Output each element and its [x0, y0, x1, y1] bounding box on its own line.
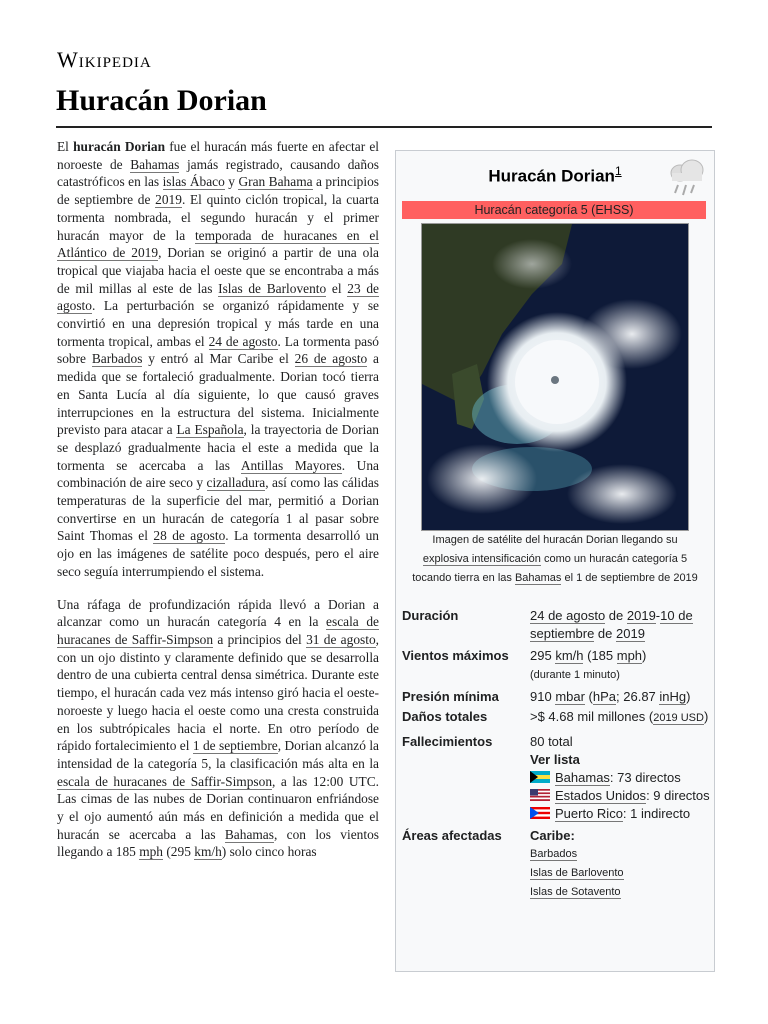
link-caption-bahamas[interactable]: Bahamas: [514, 572, 562, 584]
storm-cloud-icon: [666, 157, 708, 199]
link-kmh[interactable]: km/h: [194, 844, 222, 860]
deaths-puerto-rico: Puerto Rico: 1 indirecto: [530, 805, 712, 823]
puerto-rico-flag-icon: [530, 807, 550, 819]
link-barbados-ib[interactable]: Barbados: [530, 848, 578, 860]
link-antillas-mayores[interactable]: Antillas Mayores: [240, 457, 342, 473]
paragraph-1: El huracán Dorian fue el huracán más fuerte en afectar el noroeste de Bahamas jamás registrado, causando daños catastróficos en las islas Ábaco y Gran Bahama a principios de septiembre de 2019. El quinto ciclón tropical, la cuarta tormenta nombrada, el segundo huracán y el primer huracán mayor de la temporada de huracanes en el Atlántico de 2019, Dorian se originó a partir de una ola tropical que viajaba hacia el oeste que se encontraba a más de mil millas al este de las Islas de Barlovento el 23 de agosto. La perturbación se organizó rápidamente y se convirtió en una depresión tropical y más tarde en una tormenta tropical, ambas el 24 de agosto. La tormenta pasó sobre Barbados y entró al Mar Caribe el 26 de agosto a medida que se fortaleció gradualmente. Dorian tocó tierra en Santa Lucía al día siguiente, lo que causó graves interrupciones en la estructura del sistema. Inicialmente previsto para atacar a La Española, la trayectoria de Dorian se desplazó gradualmente hacia el este a medida que la tormenta se acercaba a las Antillas Mayores. Una combinación de aire seco y cizalladura, así como las cálidas temperaturas de la superficie del mar, permitió a Dorian convertirse en un huracán de categoría 1 al pasar sobre Saint Thomas el 28 de agosto. La tormenta desarrolló un ojo en las imágenes de satélite poco después, pero el aire seco seguía interrumpiendo el sistema.: [57, 139, 380, 579]
paragraph-2: Una ráfaga de profundización rápida llevó a Dorian a alcanzar como un huracán categoría 4 en la escala de huracanes de Saffir-Simpson a principios del 31 de agosto, con un ojo distinto y claramente definido que se desarrolla dentro de una cubierta central densa simétrica. Durante este tiempo, el huracán cada vez más intenso giró hacia el oeste-noroeste y luego hacia el oeste como una cresta construida en los subtrópicales hacia el norte. En otro período de rápido fortalecimiento el 1 de septiembre, Dorian alcanzó la intensidad de la categoría 5, la clasificación más alta en la escala de huracanes de Saffir-Simpson, a las 12:00 UTC. Las cimas de las nubes de Dorian continuaron enfriándose y el ojo aumentó aún más en definición a medida que el huracán se acercaba a las Bahamas, con los vientos llegando a 185 mph (295 km/h) solo cinco horas: [57, 596, 380, 860]
infobox-title: Huracán Dorian$^1$: [488, 164, 622, 186]
link-islas-barlovento-ib[interactable]: Islas de Barlovento: [530, 867, 624, 879]
row-vientos: Vientos máximos 295 km/h (185 mph) (durante 1 minuto): [402, 648, 647, 681]
category-banner: Huracán categoría 5 (EHSS): [402, 201, 706, 219]
link-23-agosto[interactable]: 23 de agosto: [57, 280, 379, 314]
link-hpa[interactable]: hPa: [592, 689, 617, 704]
link-islas-barlovento[interactable]: Islas de Barlovento: [218, 280, 327, 296]
wind-note: (durante 1 minuto): [530, 669, 620, 681]
link-mph[interactable]: mph: [139, 844, 163, 860]
link-islas-sotavento[interactable]: Islas de Sotavento: [530, 886, 621, 898]
row-fallecimientos: Fallecimientos 80 total Ver lista Bahamas: 73 directos Estados Unidos: 9 directos Puerto Rico: 1 indirecto: [402, 733, 712, 823]
link-bahamas[interactable]: Bahamas: [130, 156, 180, 172]
deaths-eeuu: Estados Unidos: 9 directos: [530, 787, 712, 805]
link-2019-ib[interactable]: 2019: [626, 608, 656, 623]
image-caption: Imagen de satélite del huracán Dorian llegando su explosiva intensificación como un huracán categoría 5 tocando tierra en las Bahamas el 1 de septiembre de 2019: [412, 534, 698, 584]
link-la-espanola[interactable]: La Española: [176, 422, 244, 438]
link-bahamas-2[interactable]: Bahamas: [224, 826, 274, 842]
link-saffir-simpson-2[interactable]: escala de huracanes de Saffir-Simpson: [57, 773, 273, 789]
link-28-agosto[interactable]: 28 de agosto: [153, 528, 226, 544]
row-danos: Daños totales >$ 4.68 mil millones (2019 USD): [402, 709, 709, 724]
ver-lista-toggle[interactable]: Ver lista: [530, 752, 580, 767]
infobox: [395, 150, 715, 972]
satellite-image[interactable]: [421, 223, 689, 531]
link-puerto-rico[interactable]: Puerto Rico: [555, 806, 623, 821]
wikipedia-logo[interactable]: Wikipedia: [57, 47, 152, 72]
article-body: [57, 138, 379, 876]
deaths-bahamas: Bahamas: 73 directos: [530, 769, 712, 787]
link-mph-ib[interactable]: mph: [616, 648, 643, 663]
title-divider: [56, 126, 712, 128]
infobox-rows: [402, 607, 712, 904]
row-duracion: Duración 24 de agosto de 2019-10 de septiembre de 2019: [402, 608, 693, 641]
link-saffir-simpson[interactable]: escala de huracanes de Saffir-Simpson: [57, 614, 379, 647]
link-estados-unidos[interactable]: Estados Unidos: [555, 788, 647, 803]
link-explosiva-intensificacion[interactable]: explosiva intensificación: [422, 553, 541, 565]
row-presion: Presión mínima 910 mbar (hPa; 26.87 inHg): [402, 689, 691, 704]
link-temporada-2019[interactable]: temporada de huracanes en el Atlántico de 2019: [57, 227, 379, 261]
page-title: Huracán Dorian: [56, 84, 267, 117]
link-2019-ib-2[interactable]: 2019: [616, 626, 645, 641]
link-1-septiembre[interactable]: 1 de septiembre: [192, 738, 278, 754]
link-mbar[interactable]: mbar: [555, 689, 585, 704]
reference-link[interactable]: 1: [614, 164, 622, 178]
link-26-agosto[interactable]: 26 de agosto: [294, 351, 368, 367]
link-bahamas-deaths[interactable]: Bahamas: [555, 770, 610, 785]
link-inhg[interactable]: inHg: [659, 689, 687, 704]
row-areas: Áreas afectadas Caribe: Barbados Islas de Barlovento Islas de Sotavento: [402, 828, 624, 898]
link-24-agosto[interactable]: 24 de agosto: [208, 333, 278, 349]
link-islas-abaco[interactable]: islas Ábaco: [162, 174, 225, 190]
link-barbados[interactable]: Barbados: [91, 351, 143, 367]
link-cizalladura[interactable]: cizalladura: [206, 475, 266, 491]
link-24-agosto-ib[interactable]: 24 de agosto: [530, 608, 606, 623]
bold-term: huracán Dorian: [73, 139, 166, 154]
link-gran-bahama[interactable]: Gran Bahama: [238, 174, 313, 190]
link-31-agosto[interactable]: 31 de agosto: [306, 631, 376, 647]
usa-flag-icon: [530, 789, 550, 801]
bahamas-flag-icon: [530, 771, 550, 783]
link-2019-usd[interactable]: 2019 USD: [653, 712, 704, 724]
link-kmh-ib[interactable]: km/h: [555, 648, 584, 663]
link-2019[interactable]: 2019: [155, 192, 182, 208]
link-10-septiembre[interactable]: 10 de septiembre: [530, 608, 693, 641]
